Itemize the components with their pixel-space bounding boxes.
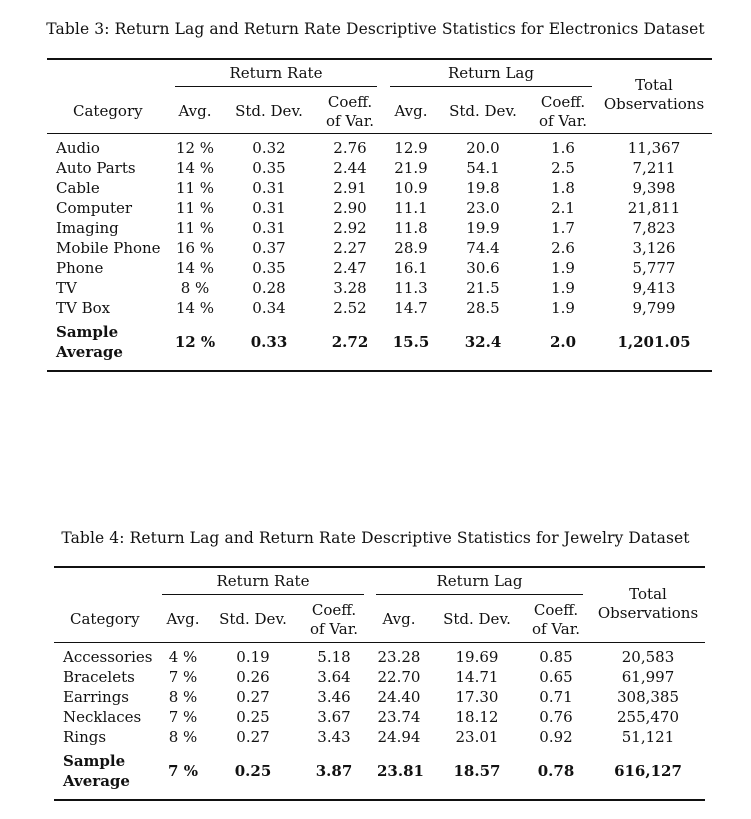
table-cell-total-observations: 255,470 bbox=[616, 708, 680, 726]
table-cell-lag-avg: 24.94 bbox=[377, 728, 421, 746]
table-cell-rate-avg: 11 % bbox=[175, 179, 215, 197]
table4-group-return-rate: Return Rate bbox=[216, 572, 310, 590]
table4-col-lag-avg: Avg. bbox=[382, 610, 416, 628]
table-cell-rate-coeff: 3.64 bbox=[317, 668, 351, 686]
table-cell-rate-std: 0.37 bbox=[252, 239, 286, 257]
table4-col-lag-coeff-line2: of Var. bbox=[531, 620, 581, 638]
table4-col-rate-avg: Avg. bbox=[166, 610, 200, 628]
table-cell-total-observations: 20,583 bbox=[621, 648, 675, 666]
table-cell-rate-avg: 11 % bbox=[175, 199, 215, 217]
table-cell-rate-coeff: 2.91 bbox=[333, 179, 367, 197]
avg-cell-lag-coeff: 2.0 bbox=[549, 333, 577, 351]
table4-col-category: Category bbox=[70, 610, 140, 628]
table-cell-category: Audio bbox=[56, 139, 100, 157]
table-cell-rate-std: 0.31 bbox=[252, 199, 286, 217]
table-cell-lag-coeff: 1.7 bbox=[551, 219, 575, 237]
table4-col-total-line1: Total bbox=[629, 585, 667, 603]
table-cell-rate-std: 0.31 bbox=[252, 179, 286, 197]
table3-caption: Table 3: Return Lag and Return Rate Descriptive Statistics for Electronics Dataset bbox=[46, 20, 705, 38]
table-cell-lag-avg: 16.1 bbox=[394, 259, 428, 277]
table-cell-lag-avg: 14.7 bbox=[394, 299, 428, 317]
table-cell-lag-coeff: 1.9 bbox=[551, 279, 575, 297]
table-cell-lag-std: 19.69 bbox=[455, 648, 499, 666]
table4-top-rule bbox=[54, 566, 705, 568]
table-cell-rate-std: 0.31 bbox=[252, 219, 286, 237]
table-cell-lag-std: 23.0 bbox=[466, 199, 500, 217]
table4-col-rate-coeff-line1: Coeff. bbox=[311, 601, 357, 619]
table-cell-rate-avg: 14 % bbox=[175, 299, 215, 317]
table3-col-lag-coeff-line1: Coeff. bbox=[540, 93, 586, 111]
table-cell-category: Cable bbox=[56, 179, 100, 197]
table-cell-total-observations: 51,121 bbox=[621, 728, 675, 746]
table-cell-rate-avg: 7 % bbox=[168, 708, 198, 726]
table-cell-rate-std: 0.25 bbox=[236, 708, 270, 726]
table-cell-category: TV bbox=[56, 279, 77, 297]
table-cell-rate-avg: 8 % bbox=[168, 728, 198, 746]
table-cell-lag-avg: 11.3 bbox=[394, 279, 428, 297]
table3-col-category: Category bbox=[73, 102, 143, 120]
table-cell-rate-avg: 14 % bbox=[175, 259, 215, 277]
table-cell-total-observations: 11,367 bbox=[627, 139, 681, 157]
avg-cell-total-observations: 1,201.05 bbox=[617, 333, 691, 351]
table3-col-lag-coeff-line2: of Var. bbox=[538, 112, 588, 130]
table-cell-total-observations: 9,799 bbox=[632, 299, 676, 317]
table-cell-lag-std: 18.12 bbox=[455, 708, 499, 726]
avg-cell-rate-avg: 12 % bbox=[174, 333, 216, 351]
table-cell-rate-std: 0.27 bbox=[236, 728, 270, 746]
table-cell-total-observations: 61,997 bbox=[621, 668, 675, 686]
table-cell-category: Phone bbox=[56, 259, 104, 277]
table-cell-lag-avg: 23.74 bbox=[377, 708, 421, 726]
table-cell-rate-std: 0.32 bbox=[252, 139, 286, 157]
table3-col-total-line2: Observations bbox=[603, 95, 705, 113]
table4-col-rate-coeff-line2: of Var. bbox=[309, 620, 359, 638]
table-cell-lag-avg: 21.9 bbox=[394, 159, 428, 177]
avg-cell-rate-coeff: 2.72 bbox=[331, 333, 369, 351]
avg-cell-lag-std: 32.4 bbox=[464, 333, 502, 351]
table-cell-rate-std: 0.27 bbox=[236, 688, 270, 706]
table3 bbox=[47, 56, 712, 374]
avg-cell-rate-std: 0.25 bbox=[234, 762, 272, 780]
table4-header-rule bbox=[54, 642, 705, 643]
table4-col-lag-std: Std. Dev. bbox=[443, 610, 511, 628]
table-cell-lag-std: 14.71 bbox=[455, 668, 499, 686]
table4-group-rule-lag bbox=[376, 594, 583, 595]
table3-bottom-rule bbox=[47, 370, 712, 372]
table-cell-rate-std: 0.19 bbox=[236, 648, 270, 666]
table-cell-lag-coeff: 2.5 bbox=[551, 159, 575, 177]
avg-cell-rate-coeff: 3.87 bbox=[315, 762, 353, 780]
avg-cell-lag-avg: 15.5 bbox=[392, 333, 430, 351]
table-cell-category: Imaging bbox=[56, 219, 119, 237]
table4-bottom-rule bbox=[54, 799, 705, 801]
table-cell-lag-std: 30.6 bbox=[466, 259, 500, 277]
table-cell-category: Auto Parts bbox=[56, 159, 136, 177]
avg-cell-lag-std: 18.57 bbox=[453, 762, 501, 780]
table-cell-lag-coeff: 2.1 bbox=[551, 199, 575, 217]
table3-col-lag-std: Std. Dev. bbox=[449, 102, 517, 120]
table-cell-total-observations: 3,126 bbox=[632, 239, 676, 257]
table-cell-rate-avg: 8 % bbox=[168, 688, 198, 706]
table4-avg-label-line2: Average bbox=[63, 772, 130, 790]
table-cell-lag-avg: 11.1 bbox=[394, 199, 428, 217]
table-cell-category: Necklaces bbox=[63, 708, 142, 726]
table-cell-category: Bracelets bbox=[63, 668, 135, 686]
table-cell-rate-coeff: 2.52 bbox=[333, 299, 367, 317]
table-cell-total-observations: 7,211 bbox=[632, 159, 676, 177]
table-cell-lag-avg: 10.9 bbox=[394, 179, 428, 197]
table3-col-rate-coeff-line2: of Var. bbox=[325, 112, 375, 130]
table-cell-rate-coeff: 5.18 bbox=[317, 648, 351, 666]
table-cell-rate-avg: 14 % bbox=[175, 159, 215, 177]
avg-cell-rate-avg: 7 % bbox=[168, 762, 198, 780]
table-cell-rate-avg: 16 % bbox=[175, 239, 215, 257]
table-cell-category: Mobile Phone bbox=[56, 239, 161, 257]
table-cell-rate-coeff: 3.67 bbox=[317, 708, 351, 726]
table3-group-return-rate: Return Rate bbox=[229, 64, 323, 82]
table3-col-rate-std: Std. Dev. bbox=[235, 102, 303, 120]
avg-cell-lag-coeff: 0.78 bbox=[537, 762, 575, 780]
table-cell-category: TV Box bbox=[56, 299, 111, 317]
table-cell-lag-std: 28.5 bbox=[466, 299, 500, 317]
table3-group-rule-rate bbox=[175, 86, 377, 87]
table-cell-rate-avg: 11 % bbox=[175, 219, 215, 237]
table-cell-lag-std: 17.30 bbox=[455, 688, 499, 706]
table-cell-rate-std: 0.26 bbox=[236, 668, 270, 686]
table4-group-rule-rate bbox=[162, 594, 364, 595]
table4-group-return-lag: Return Lag bbox=[436, 572, 523, 590]
table-cell-lag-coeff: 1.9 bbox=[551, 299, 575, 317]
table4-caption: Table 4: Return Lag and Return Rate Descriptive Statistics for Jewelry Dataset bbox=[61, 529, 690, 547]
table3-group-rule-lag bbox=[390, 86, 592, 87]
table-cell-lag-coeff: 1.9 bbox=[551, 259, 575, 277]
table-cell-lag-avg: 12.9 bbox=[394, 139, 428, 157]
table-cell-lag-coeff: 1.6 bbox=[551, 139, 575, 157]
table-cell-lag-coeff: 0.76 bbox=[539, 708, 573, 726]
table4-col-total-line2: Observations bbox=[597, 604, 699, 622]
table-cell-lag-std: 74.4 bbox=[466, 239, 500, 257]
table-cell-lag-avg: 28.9 bbox=[394, 239, 428, 257]
table-cell-lag-coeff: 1.8 bbox=[551, 179, 575, 197]
table-cell-lag-coeff: 0.92 bbox=[539, 728, 573, 746]
table-cell-rate-avg: 12 % bbox=[175, 139, 215, 157]
table-cell-total-observations: 308,385 bbox=[616, 688, 680, 706]
table-cell-category: Accessories bbox=[63, 648, 153, 666]
table-cell-lag-avg: 22.70 bbox=[377, 668, 421, 686]
table4-col-lag-coeff-line1: Coeff. bbox=[533, 601, 579, 619]
table3-avg-label-line2: Average bbox=[56, 343, 123, 361]
table3-top-rule bbox=[47, 58, 712, 60]
table3-col-total-line1: Total bbox=[635, 76, 673, 94]
table-cell-rate-coeff: 2.47 bbox=[333, 259, 367, 277]
avg-cell-total-observations: 616,127 bbox=[614, 762, 682, 780]
table4-avg-label-line1: Sample bbox=[63, 752, 126, 770]
table-cell-rate-std: 0.35 bbox=[252, 259, 286, 277]
table-cell-total-observations: 21,811 bbox=[627, 199, 681, 217]
avg-cell-rate-std: 0.33 bbox=[250, 333, 288, 351]
table3-col-lag-avg: Avg. bbox=[394, 102, 428, 120]
table4 bbox=[54, 565, 705, 805]
avg-cell-lag-avg: 23.81 bbox=[377, 762, 424, 780]
table3-group-return-lag: Return Lag bbox=[448, 64, 534, 82]
table3-avg-label-line1: Sample bbox=[56, 323, 119, 341]
table-cell-lag-coeff: 0.85 bbox=[539, 648, 573, 666]
table-cell-rate-avg: 8 % bbox=[180, 279, 210, 297]
table-cell-category: Computer bbox=[56, 199, 133, 217]
table-cell-lag-avg: 24.40 bbox=[377, 688, 421, 706]
table4-col-rate-std: Std. Dev. bbox=[219, 610, 287, 628]
table-cell-lag-std: 19.8 bbox=[466, 179, 500, 197]
table-cell-rate-coeff: 2.27 bbox=[333, 239, 367, 257]
table3-col-rate-avg: Avg. bbox=[178, 102, 212, 120]
table-cell-lag-std: 23.01 bbox=[455, 728, 499, 746]
table-cell-rate-coeff: 3.46 bbox=[317, 688, 351, 706]
table-cell-rate-avg: 4 % bbox=[168, 648, 198, 666]
table-cell-lag-std: 54.1 bbox=[466, 159, 500, 177]
table-cell-rate-coeff: 2.44 bbox=[333, 159, 367, 177]
table-cell-lag-coeff: 2.6 bbox=[551, 239, 575, 257]
table-cell-category: Rings bbox=[63, 728, 107, 746]
table-cell-rate-coeff: 2.92 bbox=[333, 219, 367, 237]
table-cell-total-observations: 5,777 bbox=[632, 259, 676, 277]
table3-header-rule bbox=[47, 133, 712, 134]
table-cell-rate-avg: 7 % bbox=[168, 668, 198, 686]
table-cell-total-observations: 9,398 bbox=[632, 179, 676, 197]
table-cell-total-observations: 9,413 bbox=[632, 279, 676, 297]
table-cell-lag-coeff: 0.71 bbox=[539, 688, 573, 706]
table-cell-lag-std: 19.9 bbox=[466, 219, 500, 237]
table-cell-lag-std: 20.0 bbox=[466, 139, 500, 157]
table-cell-rate-std: 0.34 bbox=[252, 299, 286, 317]
table-cell-rate-coeff: 3.28 bbox=[333, 279, 367, 297]
table-cell-total-observations: 7,823 bbox=[632, 219, 676, 237]
table-cell-lag-avg: 23.28 bbox=[377, 648, 421, 666]
table-cell-category: Earrings bbox=[63, 688, 129, 706]
table-cell-lag-std: 21.5 bbox=[466, 279, 500, 297]
table-cell-rate-std: 0.35 bbox=[252, 159, 286, 177]
table3-col-rate-coeff-line1: Coeff. bbox=[327, 93, 373, 111]
table-cell-lag-coeff: 0.65 bbox=[539, 668, 573, 686]
table-cell-rate-coeff: 2.76 bbox=[333, 139, 367, 157]
table-cell-rate-coeff: 2.90 bbox=[333, 199, 367, 217]
table-cell-lag-avg: 11.8 bbox=[394, 219, 428, 237]
table-cell-rate-coeff: 3.43 bbox=[317, 728, 351, 746]
table-cell-rate-std: 0.28 bbox=[252, 279, 286, 297]
